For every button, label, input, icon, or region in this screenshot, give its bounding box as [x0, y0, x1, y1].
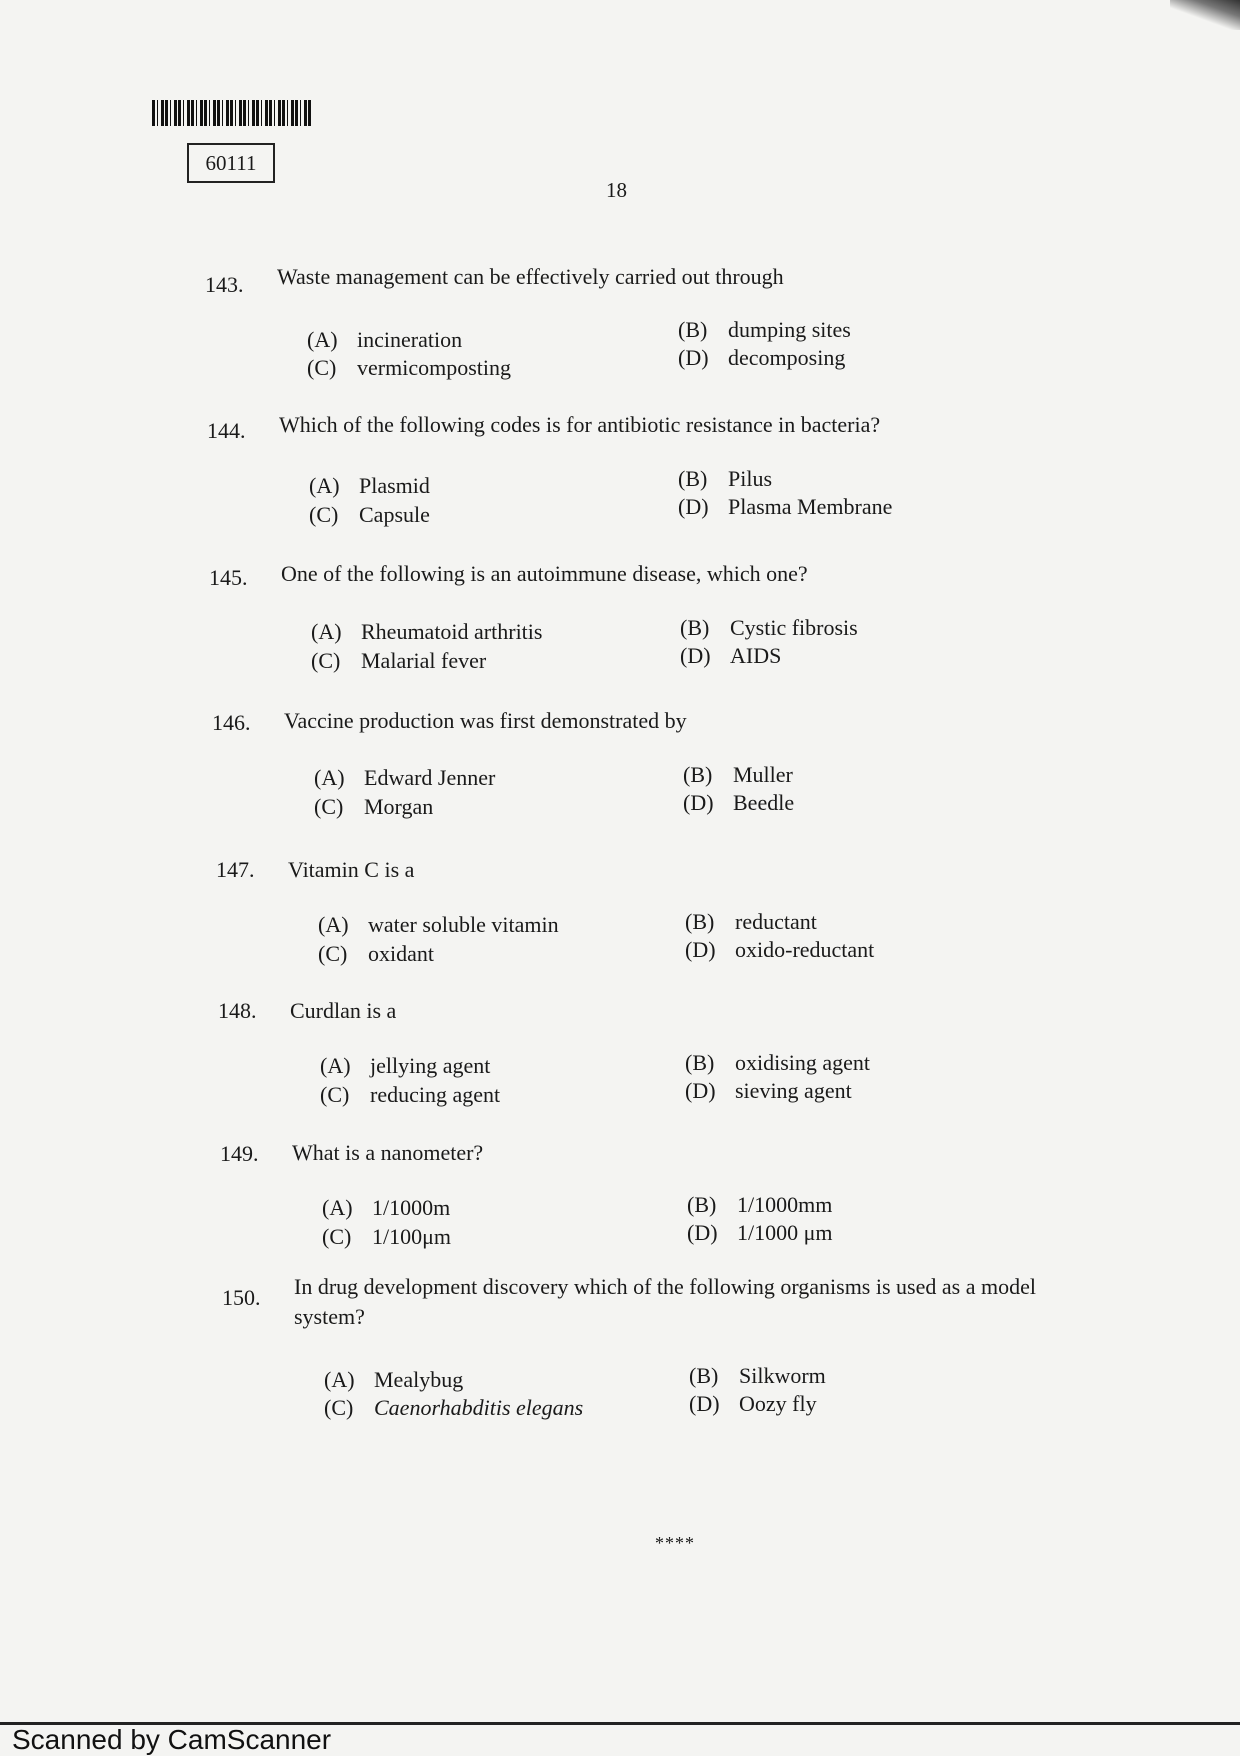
- option-text: oxido-reductant: [735, 937, 875, 962]
- option-text: AIDS: [730, 643, 782, 668]
- question-number: 143.: [205, 272, 244, 297]
- option-label: (C): [320, 1082, 350, 1107]
- option-label: (C): [314, 794, 344, 819]
- option-c[interactable]: [324, 1395, 583, 1421]
- question-text: One of the following is an autoimmune disease, which one?: [281, 561, 808, 586]
- option-text: Malarial fever: [361, 648, 487, 673]
- option-label: (A): [314, 765, 345, 790]
- option-text: jellying agent: [370, 1053, 491, 1078]
- option-text: Morgan: [364, 794, 434, 819]
- option-a[interactable]: [314, 765, 495, 791]
- option-c[interactable]: [322, 1224, 451, 1250]
- option-b[interactable]: [685, 1050, 870, 1076]
- option-text: Pilus: [728, 466, 773, 491]
- option-text: oxidant: [368, 941, 434, 966]
- option-label: (B): [683, 762, 713, 787]
- option-d[interactable]: [680, 643, 781, 669]
- option-label: (C): [318, 941, 348, 966]
- option-a[interactable]: [307, 327, 462, 353]
- option-c[interactable]: [311, 648, 486, 674]
- option-b[interactable]: [687, 1192, 832, 1218]
- option-label: (D): [685, 937, 716, 962]
- scanner-watermark: Scanned by CamScanner: [12, 1724, 332, 1755]
- option-text: Edward Jenner: [364, 765, 496, 790]
- option-a[interactable]: [324, 1367, 463, 1393]
- option-label: (A): [307, 327, 338, 352]
- option-text: Plasma Membrane: [728, 494, 893, 519]
- option-label: (C): [311, 648, 341, 673]
- question-text: Waste management can be effectively carried out through: [277, 264, 784, 289]
- option-text: Capsule: [359, 502, 430, 527]
- option-c[interactable]: [309, 502, 430, 528]
- option-c[interactable]: [318, 941, 434, 967]
- paper-code-box: 60111: [187, 143, 275, 183]
- option-d[interactable]: [678, 345, 845, 371]
- option-label: (B): [680, 615, 710, 640]
- option-b[interactable]: [689, 1363, 826, 1389]
- page-corner-shadow: [1170, 0, 1240, 30]
- option-b[interactable]: [678, 466, 772, 492]
- question-text: Vitamin C is a: [288, 857, 415, 882]
- question-number: 144.: [207, 418, 246, 443]
- option-c[interactable]: [320, 1082, 500, 1108]
- option-text: decomposing: [728, 345, 846, 370]
- option-b[interactable]: [678, 317, 851, 343]
- option-label: (B): [687, 1192, 717, 1217]
- option-label: (C): [309, 502, 339, 527]
- option-label: (D): [678, 345, 709, 370]
- option-text: oxidising agent: [735, 1050, 871, 1075]
- option-d[interactable]: [678, 494, 892, 520]
- option-label: (B): [678, 466, 708, 491]
- option-a[interactable]: [311, 619, 542, 645]
- option-c[interactable]: [314, 794, 433, 820]
- option-label: (D): [685, 1078, 716, 1103]
- option-text: 1/1000m: [372, 1195, 451, 1220]
- option-d[interactable]: [685, 1078, 852, 1104]
- option-text: Cystic fibrosis: [730, 615, 858, 640]
- question-number: 147.: [216, 857, 255, 882]
- option-label: (D): [678, 494, 709, 519]
- option-label: (A): [318, 912, 349, 937]
- option-text: Beedle: [733, 790, 795, 815]
- option-label: (A): [311, 619, 342, 644]
- option-label: (B): [678, 317, 708, 342]
- option-text: Plasmid: [359, 473, 430, 498]
- option-a[interactable]: [318, 912, 559, 938]
- option-text: vermicomposting: [357, 355, 511, 380]
- option-label: (B): [685, 1050, 715, 1075]
- option-a[interactable]: [309, 473, 430, 499]
- option-text: incineration: [357, 327, 463, 352]
- option-text: Muller: [733, 762, 793, 787]
- option-text: 1/100μm: [372, 1224, 452, 1249]
- option-text: dumping sites: [728, 317, 851, 342]
- option-label: (D): [689, 1391, 720, 1416]
- option-text: Caenorhabditis elegans: [374, 1395, 584, 1420]
- option-label: (B): [685, 909, 715, 934]
- question-number: 150.: [222, 1285, 261, 1310]
- option-text: 1/1000 μm: [737, 1220, 833, 1245]
- option-label: (C): [307, 355, 337, 380]
- option-text: Rheumatoid arthritis: [361, 619, 543, 644]
- question-text: What is a nanometer?: [292, 1140, 484, 1165]
- option-text: Silkworm: [739, 1363, 826, 1388]
- option-a[interactable]: [320, 1053, 490, 1079]
- option-text: reducing agent: [370, 1082, 501, 1107]
- question-number: 149.: [220, 1141, 259, 1166]
- option-text: Oozy fly: [739, 1391, 817, 1416]
- option-label: (B): [689, 1363, 719, 1388]
- option-d[interactable]: [685, 937, 874, 963]
- option-label: (C): [322, 1224, 352, 1249]
- option-label: (A): [309, 473, 340, 498]
- option-text: water soluble vitamin: [368, 912, 559, 937]
- option-label: (D): [680, 643, 711, 668]
- option-label: (A): [322, 1195, 353, 1220]
- page-number: 18: [606, 178, 627, 202]
- option-a[interactable]: [322, 1195, 450, 1221]
- option-label: (D): [687, 1220, 718, 1245]
- barcode: [152, 100, 312, 126]
- question-number: 146.: [212, 710, 251, 735]
- option-c[interactable]: [307, 355, 511, 381]
- question-text: Curdlan is a: [290, 998, 397, 1023]
- option-text: sieving agent: [735, 1078, 852, 1103]
- question-number: 148.: [218, 998, 257, 1023]
- option-b[interactable]: [683, 762, 793, 788]
- option-d[interactable]: [687, 1220, 833, 1246]
- option-label: (D): [683, 790, 714, 815]
- end-marker: ****: [655, 1533, 695, 1553]
- option-d[interactable]: [683, 790, 794, 816]
- option-d[interactable]: [689, 1391, 817, 1417]
- option-label: (A): [320, 1053, 351, 1078]
- option-label: (C): [324, 1395, 354, 1420]
- option-b[interactable]: [685, 909, 817, 935]
- option-text: Mealybug: [374, 1367, 464, 1392]
- question-text: Vaccine production was first demonstrated by: [284, 708, 687, 733]
- option-text: 1/1000mm: [737, 1192, 833, 1217]
- option-label: (A): [324, 1367, 355, 1392]
- question-text: Which of the following codes is for antibiotic resistance in bacteria?: [279, 412, 881, 437]
- option-b[interactable]: [680, 615, 858, 641]
- option-text: reductant: [735, 909, 817, 934]
- question-number: 145.: [209, 565, 248, 590]
- question-text: In drug development discovery which of the following organisms is used as a model system?: [294, 1274, 1036, 1329]
